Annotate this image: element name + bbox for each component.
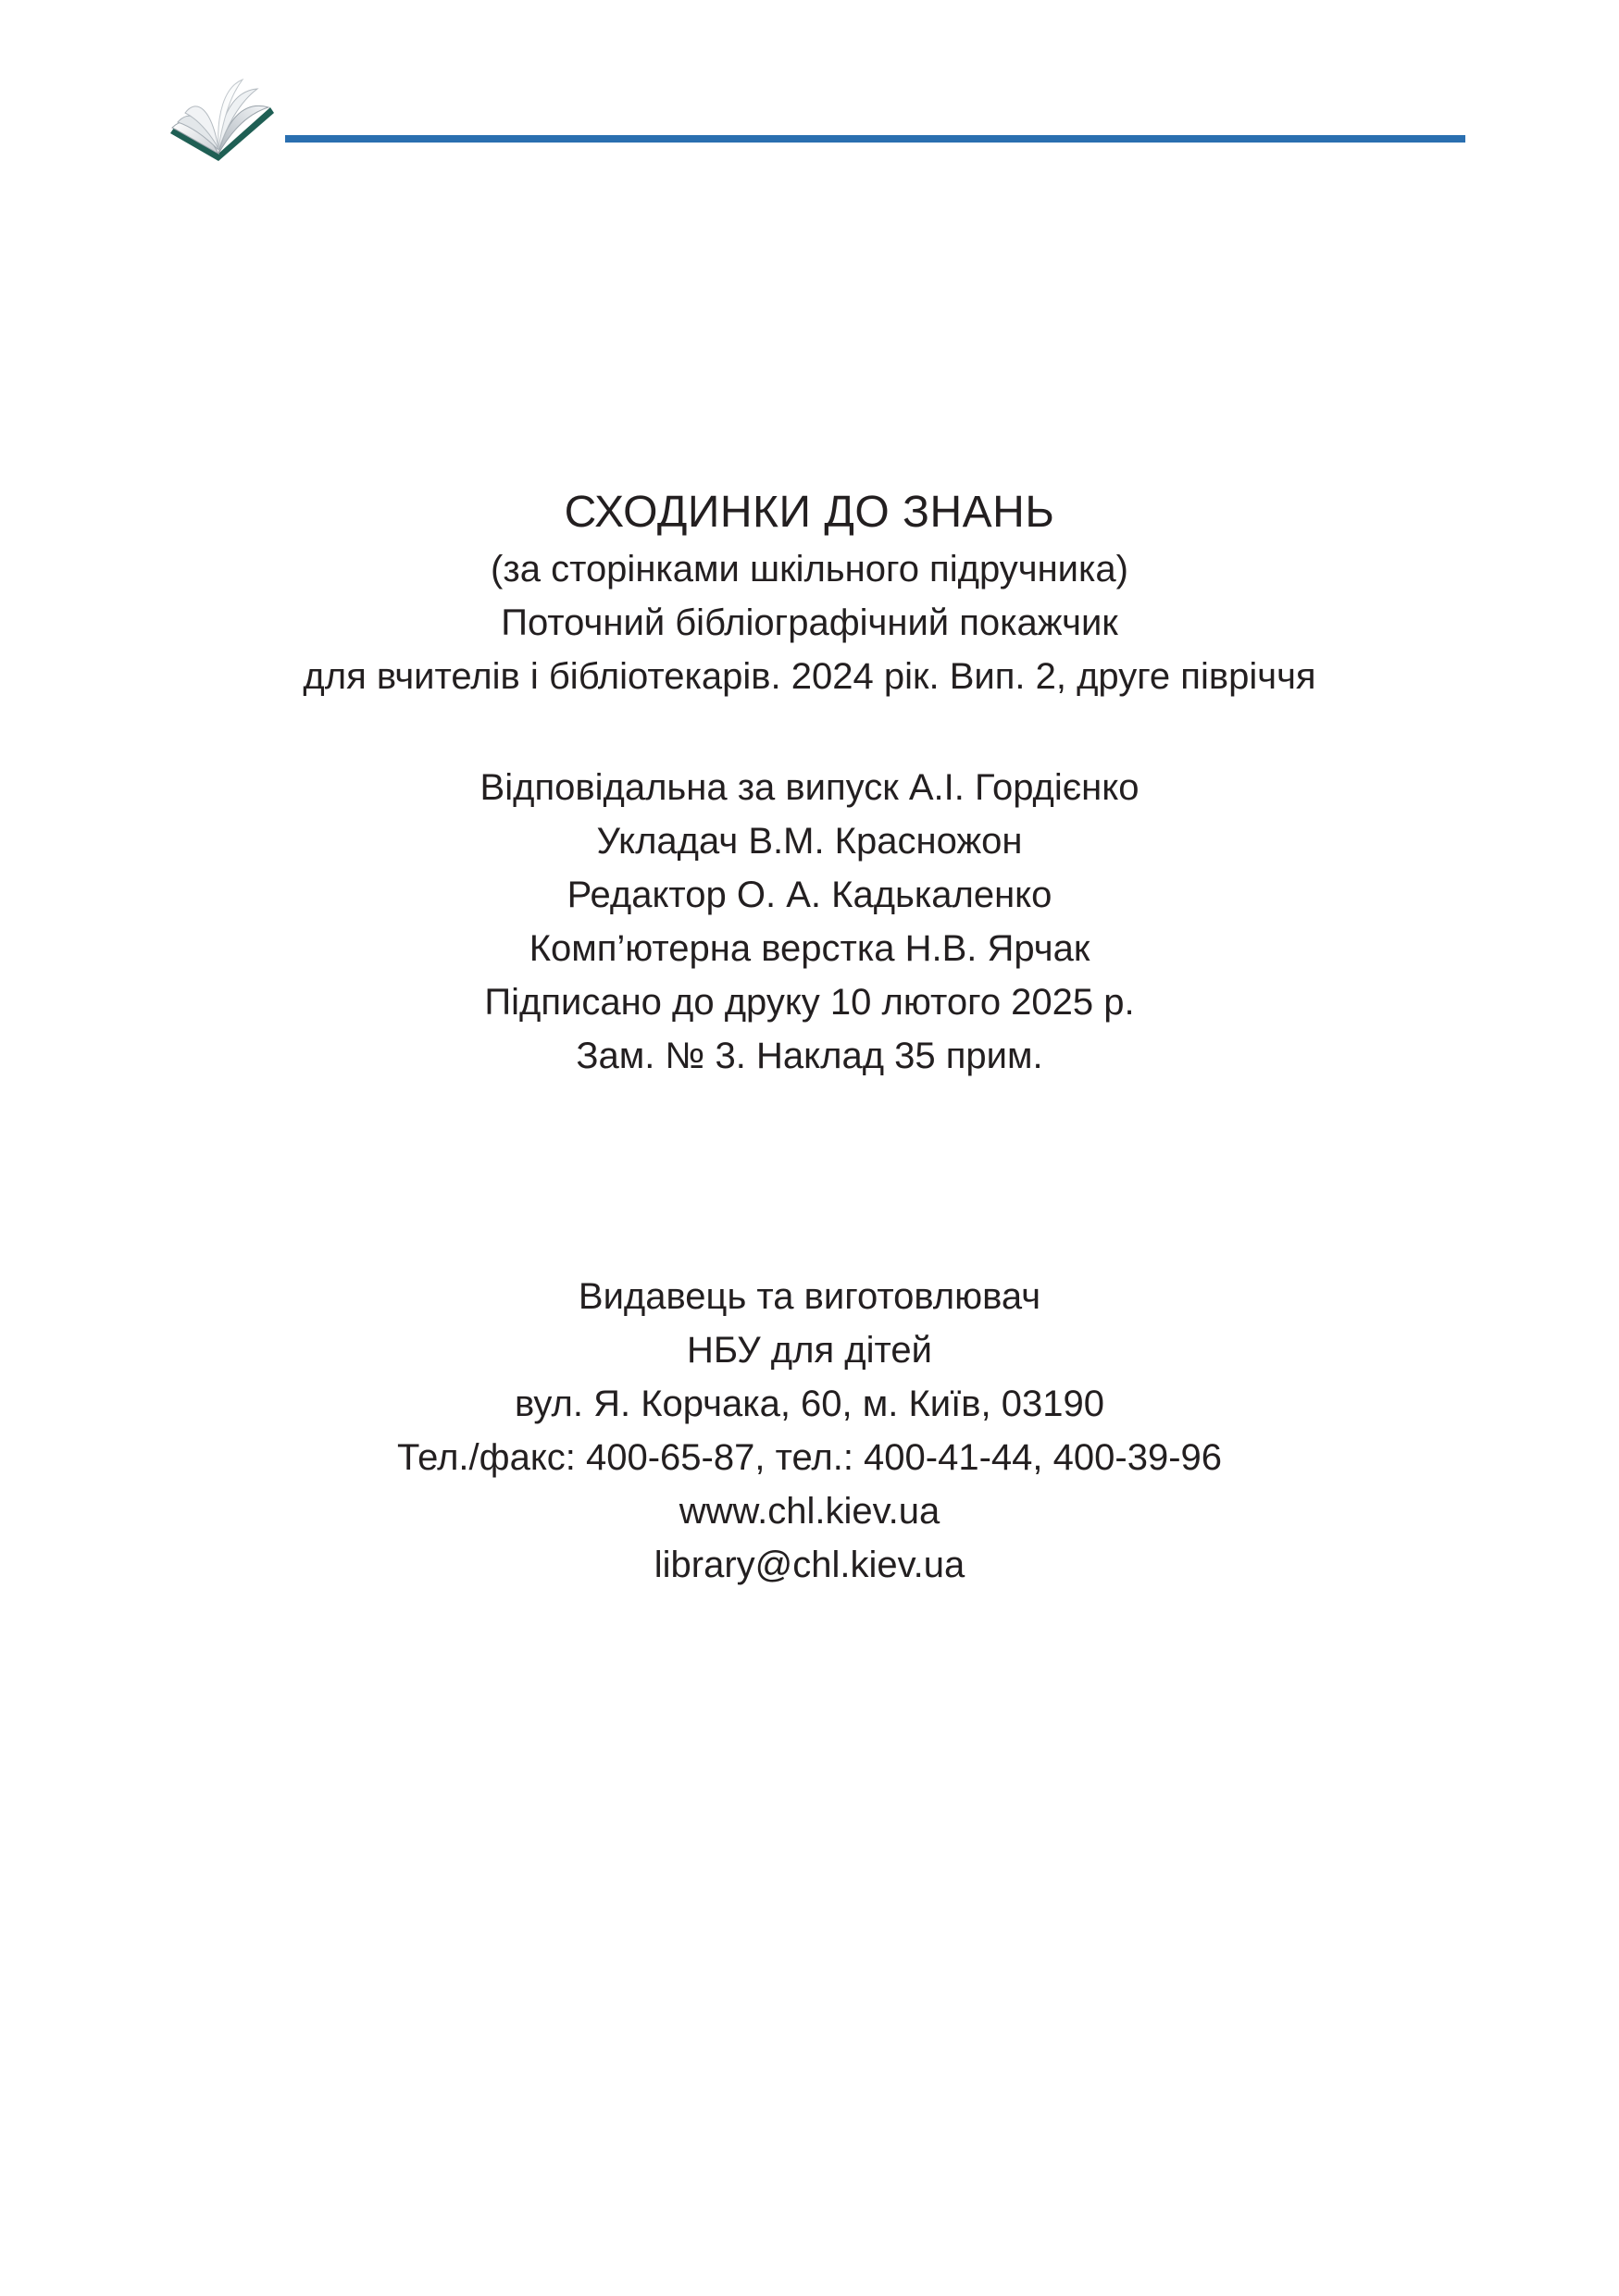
responsible-person: Відповідальна за випуск А.І. Гордієнко: [479, 767, 1140, 808]
credits-block: [0, 761, 1619, 1083]
publisher-phones: Тел./факс: 400-65-87, тел.: 400-41-44, 400-39-96: [396, 1437, 1222, 1478]
compiler: Укладач В.М. Красножон: [596, 821, 1023, 862]
publisher-website: www.chl.kiev.ua: [679, 1491, 940, 1532]
publisher-role: Видавець та виготовлювач: [578, 1276, 1041, 1317]
layout-designer: Комп’ютерна верстка Н.В. Ярчак: [529, 928, 1090, 969]
signed-date: Підписано до друку 10 лютого 2025 р.: [484, 982, 1135, 1023]
publication-title: СХОДИНКИ ДО ЗНАНЬ: [564, 488, 1055, 537]
publication-subtitle: (за сторінками шкільного підручника): [491, 549, 1128, 590]
order-and-print-run: Зам. № 3. Наклад 35 прим.: [576, 1036, 1043, 1076]
publisher-email: library@chl.kiev.ua: [654, 1545, 965, 1585]
publication-audience: для вчителів і бібліотекарів. 2024 рік. Вип. 2, друге півріччя: [303, 656, 1316, 697]
publication-type: Поточний бібліографічний покажчик: [501, 602, 1118, 643]
title-block: [0, 483, 1619, 703]
editor: Редактор О. А. Кадькаленко: [567, 875, 1052, 915]
header-rule: [285, 135, 1465, 143]
publisher-block: [0, 1270, 1619, 1592]
publisher-name: НБУ для дітей: [687, 1330, 932, 1371]
open-book-icon: [165, 76, 280, 168]
page-header: [0, 0, 1619, 185]
publisher-address: вул. Я. Корчака, 60, м. Київ, 03190: [515, 1384, 1104, 1424]
